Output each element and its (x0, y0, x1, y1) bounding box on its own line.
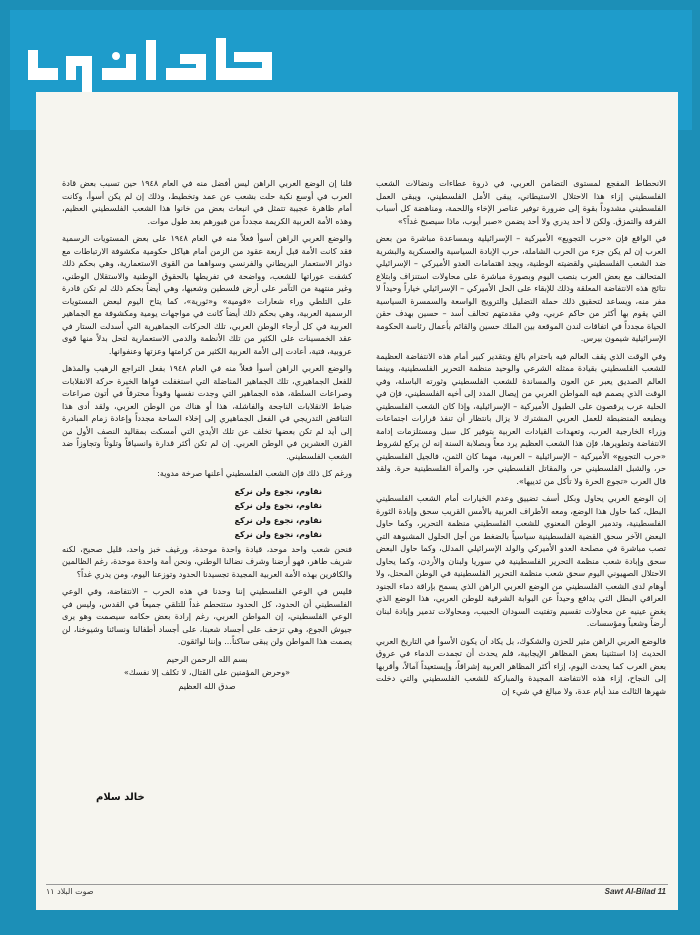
footer-rule (46, 884, 668, 885)
author-signature: خالد سلام (96, 792, 145, 803)
paragraph: الانحطاط المفجع لمستوى التضامن العربي، في ذروة عطاءات ونضالات الشعب الفلسطيني إزاء هذا الاحتلال الاستيطاني، يبقى الأمل الفلسطيني، ويبقى العمل الفلسطيني مشدوداً بقوة إلى ضرورة توفير عناصر الإخاء واللحمة، ومناهضة كل أسباب الفرقة والتمزق. ولكن لا أحد يدري ولا أحد يضمن «صبر أيوب، ماذا سيصبح غداً؟» (376, 178, 666, 226)
chant-line: نقاوم، نجوع ولن نركع (234, 514, 322, 525)
quran-closing: صدق الله العظيم (178, 680, 236, 691)
paragraph: والوضع العربي الراهن أسوأ فعلاً منه في العام ١٩٤٨ على بعض المستويات الرسمية فقد كانت الأمة قبل أربعة عقود من الزمن أمام هياكل حكومية مكشوفة الارتباطات مع دوائر الاستعمار البريطاني والفرنسي وسواهما من القوى الاستعمارية، وهي بحكم ذلك كشفت عوراتها للشعب، وواضحة في تفريطها بالحقوق الوطنية والاستقلال الوطني، وغير منتهية من التآمر على أرض فلسطين وشعبها، وهي أيضاً بحكم ذلك لم تكن قادرة على التلطي وراء شعارات «قومية» و«ثورية»، كما يتاح اليوم لبعض المستويات الرسمية العربية، وهي بحكم ذلك أيضاً كانت في مواجهات يومية ومكشوفة مع الجماهير العربية في كل أرجاء الوطن العربي، تلك الحركات الجماهيرية التي أسدلت الستار في عقد الخمسينات على الكثير من تلك الأنظمة والدمى الاستعمارية لتحل بدلاً منها قوى عروبية، فتية، أعادت إلى الأمة العربية الكثير من كرامتها وعزتها وعنفوانها. (62, 233, 352, 356)
paragraph: فالوضع العربي الراهن مثير للحزن والشكوك، بل يكاد أن يكون الأسوأ في التاريخ العربي الحديث إذا استثنينا بعض المظاهر الإيجابية، فلم يحدث أن تجمدت الدماء في عروق بعض العرب كما يحدث اليوم، إزاء أكثر المظاهر العربية إشراقاً، وإيستعيداً آمالاً، وأقربها إلى النجاح، إزاء هذه الانتفاضة المجيدة والمباركة للشعب الفلسطيني والتي دخلت شهرها الثالث منذ أيام عدة، ولا مبالغ في شيء إن (376, 635, 666, 696)
paragraph: فليس في الوعي الفلسطيني إننا وحدنا في هذه الحرب – الانتفاضة، وفي الوعي الفلسطيني أن الحدود، كل الحدود ستتحطم غداً للتلقي جميعاً في القدس، وليس في الوعي الفلسطيني، إن المواطن العربي، رغم إرادة بعض حكامه سيصمت وهو يرى جيوش الجوع، وهي تزحف على أجساد شعبنا، على أجساد أطفالنا ونسائنا وشيوخنا، لن يصمت هذا المواطن ولن يبقى ساكناً... وإننا لواثقون. (62, 586, 352, 646)
title-logotype (20, 28, 280, 98)
paragraph: في الواقع فإن «حرب التجويع» الأميركية – الإسرائيلية وبمساعدة مباشرة من بعض العرب إن لم يكن جزء من الحرب الشاملة، حرب الإبادة السياسية والعسكرية والبشرية ضد الشعب الفلسطيني ولقضيته الوطنية، ويجد اهتمامات العدو الأميركي – الإسرائيلي المتحالف مع بعض العرب بنصب اليوم وبصورة مباشرة على محاولات استنزاف وابتلاع نتائج هذه الانتفاضة المعلقة وذلك للإبقاء على الحل الأميركي – الإسرائيلي خياراً وحيداً لا مفر منه، ويساعد لتحقيق ذلك حملة التضليل والترويج الواسعة والسمسرة السياسية التي يقوم بها أكثر من حاكم عربي، وفي مقدمتهم تحالف أسد – حسين بهدف حقن الحياة مجدداً في اتفاقات لندن الموقعة بين الملك حسين والقائم بأعمال رئاسة الحكومة الإسرائيلية شيمون بيرس. (376, 233, 666, 343)
paragraph: ورغم كل ذلك فإن الشعب الفلسطيني أعلنها صرخة مدوية: (157, 468, 352, 478)
chant-line: نقاوم، نجوع ولن نركع (234, 500, 322, 510)
paragraph: إن الوضع العربي يحاول وبكل أسف تضييق وعدم الخيارات أمام الشعب الفلسطيني البطل، كما حاول هذا الوضع، ومعه الأطراف العربية بالأمس القريب سحق وإبادة الثورة الفلسطينية، وتدمير الوطن المعنوي للشعب الفلسطيني منظمة التحرير، وكما حاول البعض الآخر سحق القضية الفلسطينية سياسياً بالضغط من أجل الحلول المشبوهة التي تصب مباشرة في مصلحة العدو الأميركي والولد الإسرائيلي المدلل، وكما حاول البعض سحق وإبادة شعب منظمة التحرير الفلسطينية في سوريا ولبنان والأردن، وكما يحاول الاحتلال الصهيوني اليوم سحق شعب منظمة التحرير الفلسطينية في الوطن المحتل، ولا أوهام لدى الشعب الفلسطيني من الوضع العربي الراهن الذي يسمح بإراقة دماء الجنود العراقي البطل التي يدافع وحيداً عن البوابة الشرقية للوطن العربي، هذا الوضع الذي يغض عينيه عن محاولات تقسيم وتفتيت السودان الحبيب، ومحاولات تدمير وإبادة لبنان أرضاً وشعباً ومؤسسات. (376, 493, 666, 628)
basmala: بسم الله الرحمن الرحيم (166, 653, 248, 664)
footer-arabic-page: صوت البلاد ١١ (46, 887, 94, 896)
article-paper (36, 92, 678, 910)
chant-line: نقاوم، نجوع ولن نركع (234, 485, 322, 496)
paragraph: والوضع العربي الراهن أسوأ فعلاً منه في العام ١٩٤٨ بفعل التراجع الرهيب والمذهل للفعل الجماهيري، تلك الجماهير المناضلة التي استغفلت قواها الخيرة حركة الانقلابات وصراعات السلطة، هذه الجماهير التي وجدت نفسها وقوداً محترقاً في أتون صراعات ضباط الانقلابات الناجحة والفاشلة، هذا أو هناك من الوطن العربي، ولقد أدى هذا التناقض التدريجي في الفعل الجماهيري إلى إخلاء الساحة مجدداً وإعادة زمام المبادرة إلى أيد لم تكن بعضها تخلف عن تلك الأيدي التي أمسكت بمقاليد النصف الأول من القرن العشرين في الوطن العربي. إن لم تكن أكثر قدارة وانسياقاً وتلوثاً وتجاوزاً ضد الشعب الفلسطيني. (62, 363, 352, 461)
article-column-right (376, 177, 666, 877)
paragraph: وفي الوقت الذي يقف العالم فيه باحترام بالغ وبتقدير كبير أمام هذه الانتفاضة العظيمة للشعب الفلسطيني بقيادة ممثله الشرعي والوحيد منظمة التحرير الفلسطينية، وبينما العالم الصديق يعبر عن العون والمساندة للشعب الفلسطيني وثورته الباسلة، وفي الوقت الذي يصمم فيه المواطن العربي من إيصال المدد إلى أخيه الفلسطيني، فإن في الحلبة عرب يرقصون على الطبول الأميركية – الإسرائيلية، وإذا كان الشعب الفلسطيني ويطبعه المنضبطة للعمل العربي المشترك لا يزال بانتظار أن تنفذ قرارات اجتماعات وزراء الخارجية العرب، وتعهدات القيادات العربية بتوفير كل سبل ومستلزمات إدامة الانتفاضة وتطويرها، فإن هذا الشعب العظيم يرد معاً وبصلابة السنة إنه لن يركع لشروط «حرب التجويع» الأميركية – الإسرائيلية – العربية، مهما كان الثمن، فالجيل الفلسطيني حر، والشبل الفلسطيني حر، والمقاتل الفلسطيني حر، والمرأة الفلسطينية حرة. ولقد قال العرب «تجوع الحرة ولا تأكل من ثدييها». (376, 350, 666, 486)
article-column-left (62, 177, 352, 877)
paragraph: فنحن شعب واحد موحد، قيادة واحدة موحدة، ورغيف خبز واحد، قليل صحيح، لكنه شريف طاهر، فهو أرضنا وشرف نضالنا الوطني، ونحن أمة واحدة موحدة، رغم الظالمين والكافرين بهذه الأمة العربية المجيدة تجسيدنا الحدود وتوزعنا اليوم، ومن يدري غداً؟ (62, 543, 352, 579)
footer-latin-page: Sawt Al-Bilad 11 (604, 887, 666, 896)
paragraph: قلنا إن الوضع العربي الراهن ليس أفضل منه في العام ١٩٤٨ حين تسبب بعض قادة العرب في أوسع نكبة حلت بشعب عن عمد وتخطيط، وذلك إن لم يكن أسوأ، وكانت أمام ظاهرة عجيبة تتمثل في انبعاث بعض من خانوا هذا الشعب الفلسطيني العظيم، وهذه الأمة العربية الكريمة مجدداً من قبورهم بعد طول موات. (62, 178, 352, 226)
faded-stamp (256, 130, 456, 150)
quran-quote: «وحرض المؤمنين على القتال، لا تكلف إلا نفسك» (123, 667, 291, 677)
chant-line: نقاوم، نجوع ولن نركع (234, 529, 322, 539)
